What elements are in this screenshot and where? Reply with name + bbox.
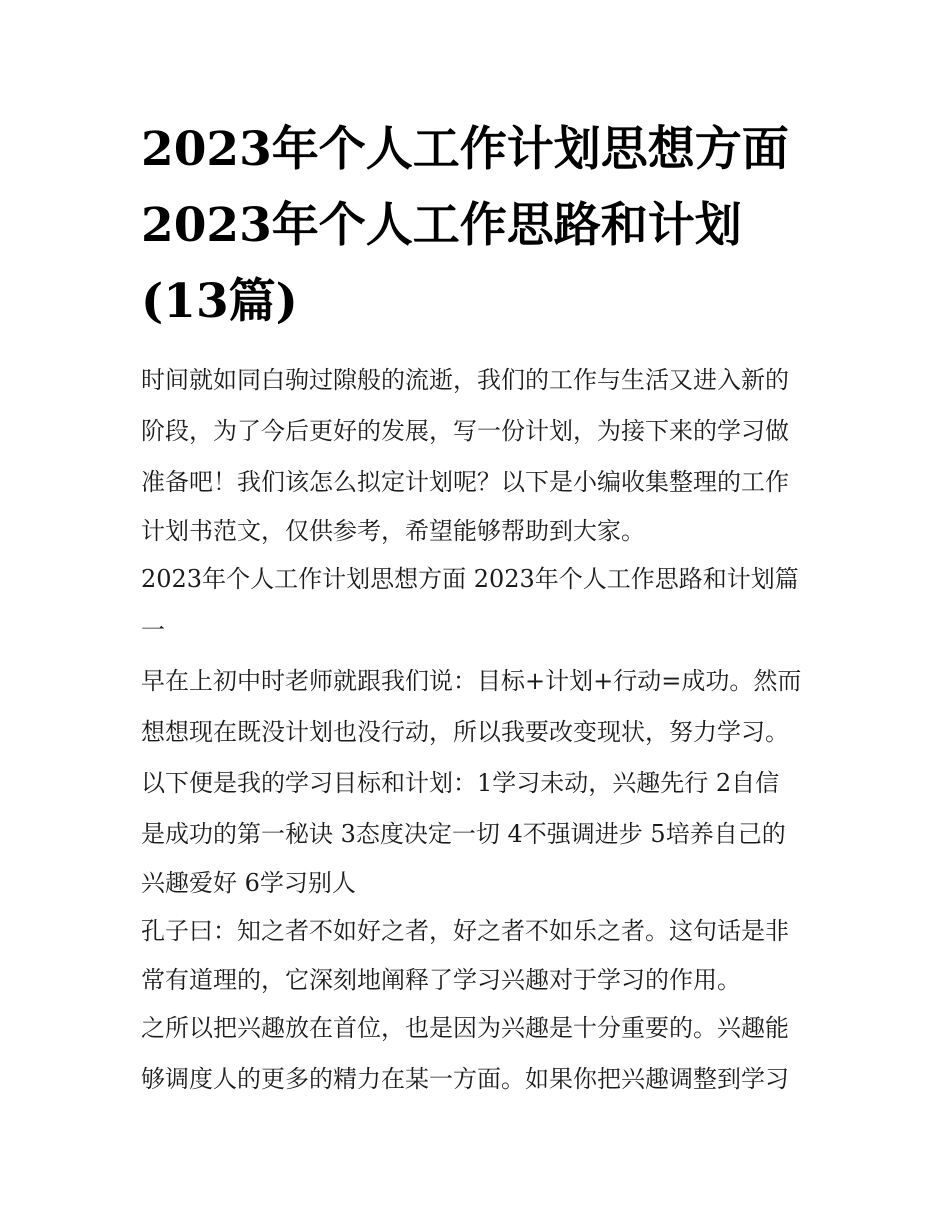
- text-line: 准备吧！我们该怎么拟定计划呢？以下是小编收集整理的工作: [141, 468, 789, 496]
- title-line-2: 2023年个人工作思路和计划: [141, 198, 742, 253]
- paragraph-interest: [141, 1003, 821, 1105]
- text-line: 2023年个人工作计划思想方面 2023年个人工作思路和计划篇: [141, 565, 799, 593]
- text-line: 计划书范文，仅供参考，希望能够帮助到大家。: [141, 517, 645, 545]
- title-line-1: 2023年个人工作计划思想方面: [141, 122, 789, 177]
- document-body: [141, 355, 821, 1105]
- text-line: 常有道理的，它深刻地阐释了学习兴趣对于学习的作用。: [141, 966, 741, 994]
- document-title: [141, 112, 821, 340]
- text-line: 兴趣爱好 6学习别人: [141, 869, 356, 897]
- title-line-3: (13篇): [141, 274, 298, 329]
- text-line: 以下便是我的学习目标和计划：1学习未动，兴趣先行 2自信: [141, 769, 780, 797]
- text-line: 够调度人的更多的精力在某一方面。如果你把兴趣调整到学习: [141, 1065, 789, 1093]
- text-line: 早在上初中时老师就跟我们说：目标+计划+行动=成功。然而: [141, 667, 802, 695]
- text-line: 是成功的第一秘诀 3态度决定一切 4不强调进步 5培养自己的: [141, 820, 786, 848]
- text-line: 之所以把兴趣放在首位，也是因为兴趣是十分重要的。兴趣能: [141, 1014, 789, 1042]
- paragraph-section-heading: [141, 554, 821, 656]
- text-line: 孔子曰：知之者不如好之者，好之者不如乐之者。这句话是非: [141, 917, 789, 945]
- paragraph-goals: [141, 656, 821, 906]
- text-line: 阶段，为了今后更好的发展，写一份计划，为接下来的学习做: [141, 417, 789, 445]
- paragraph-confucius: [141, 906, 821, 1003]
- paragraph-intro: [141, 355, 821, 554]
- text-line: 想想现在既没计划也没行动，所以我要改变现状，努力学习。: [141, 718, 789, 746]
- text-line: 时间就如同白驹过隙般的流逝，我们的工作与生活又进入新的: [141, 366, 789, 394]
- text-line: 一: [141, 616, 165, 644]
